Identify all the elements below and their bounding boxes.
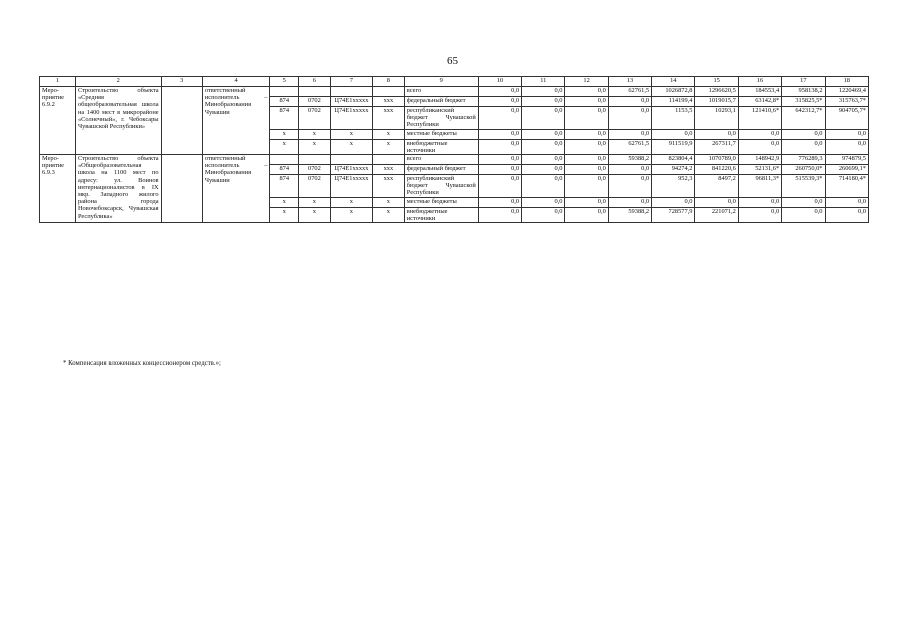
amount-cell: 1153,5 bbox=[652, 107, 695, 130]
amount-cell: 841220,6 bbox=[695, 165, 738, 175]
measure-code: Меро-приятие 6.9.3 bbox=[40, 155, 76, 223]
amount-cell: 0,0 bbox=[565, 107, 608, 130]
budget-code-c8: ххх bbox=[373, 175, 405, 198]
column-number: 4 bbox=[202, 77, 270, 87]
budget-code-c7: Ц74Е1ххххх bbox=[330, 107, 372, 130]
budget-code-c6: 0702 bbox=[299, 97, 331, 107]
amount-cell: 1070789,0 bbox=[695, 155, 738, 165]
amount-cell: 728577,9 bbox=[652, 207, 695, 222]
amount-cell: 0,0 bbox=[738, 139, 781, 154]
funding-source: республиканский бюджет Чувашской Республики bbox=[404, 175, 478, 198]
column-number: 2 bbox=[75, 77, 161, 87]
budget-code-c8: ххх bbox=[373, 165, 405, 175]
amount-cell: 1220469,4 bbox=[825, 87, 868, 97]
amount-cell: 0,0 bbox=[522, 155, 565, 165]
amount-cell: 714180,4* bbox=[825, 175, 868, 198]
budget-code-c7: х bbox=[330, 129, 372, 139]
amount-cell: 0,0 bbox=[522, 97, 565, 107]
amount-cell: 515539,3* bbox=[782, 175, 825, 198]
amount-cell: 94274,2 bbox=[652, 165, 695, 175]
budget-code-c5: 874 bbox=[270, 165, 299, 175]
budget-code-c7 bbox=[330, 87, 372, 97]
amount-cell: 0,0 bbox=[608, 165, 651, 175]
amount-cell: 59388,2 bbox=[608, 155, 651, 165]
amount-cell: 0,0 bbox=[478, 207, 521, 222]
amount-cell: 0,0 bbox=[738, 129, 781, 139]
measure-code: Меро-приятие 6.9.2 bbox=[40, 87, 76, 155]
amount-cell: 0,0 bbox=[478, 197, 521, 207]
amount-cell: 315825,5* bbox=[782, 97, 825, 107]
column-number: 6 bbox=[299, 77, 331, 87]
amount-cell: 776289,3 bbox=[782, 155, 825, 165]
amount-cell: 0,0 bbox=[738, 207, 781, 222]
amount-cell: 0,0 bbox=[652, 197, 695, 207]
budget-code-c8: х bbox=[373, 139, 405, 154]
budget-code-c6: х bbox=[299, 197, 331, 207]
budget-code-c7: х bbox=[330, 139, 372, 154]
amount-cell: 0,0 bbox=[565, 139, 608, 154]
amount-cell: 0,0 bbox=[478, 139, 521, 154]
budget-code-c8 bbox=[373, 87, 405, 97]
measure-name: Строительство объекта «Средняя общеобразовательная школа на 1400 мест в микрорайоне «Солнечный», г. Чебоксары Чувашской Республики» bbox=[75, 87, 161, 155]
column-number: 7 bbox=[330, 77, 372, 87]
funding-source: всего bbox=[404, 155, 478, 165]
budget-code-c5 bbox=[270, 155, 299, 165]
budget-code-c6: 0702 bbox=[299, 175, 331, 198]
amount-cell: 267311,7 bbox=[695, 139, 738, 154]
column-number: 16 bbox=[738, 77, 781, 87]
budget-code-c5: 874 bbox=[270, 175, 299, 198]
amount-cell: 114199,4 bbox=[652, 97, 695, 107]
amount-cell: 121410,6* bbox=[738, 107, 781, 130]
amount-cell: 974879,5 bbox=[825, 155, 868, 165]
amount-cell: 0,0 bbox=[478, 129, 521, 139]
budget-code-c5 bbox=[270, 87, 299, 97]
amount-cell: 0,0 bbox=[695, 129, 738, 139]
budget-code-c5: х bbox=[270, 197, 299, 207]
amount-cell: 62761,5 bbox=[608, 139, 651, 154]
amount-cell: 0,0 bbox=[565, 155, 608, 165]
table-row bbox=[40, 87, 869, 97]
amount-cell: 0,0 bbox=[782, 197, 825, 207]
amount-cell: 0,0 bbox=[565, 207, 608, 222]
amount-cell: 0,0 bbox=[565, 175, 608, 198]
amount-cell: 0,0 bbox=[522, 207, 565, 222]
budget-code-c8: х bbox=[373, 207, 405, 222]
funding-source: внебюджетные источники bbox=[404, 139, 478, 154]
amount-cell: 0,0 bbox=[522, 87, 565, 97]
column-number: 13 bbox=[608, 77, 651, 87]
budget-code-c6: х bbox=[299, 207, 331, 222]
amount-cell: 952,3 bbox=[652, 175, 695, 198]
amount-cell: 1296620,5 bbox=[695, 87, 738, 97]
amount-cell: 911519,9 bbox=[652, 139, 695, 154]
amount-cell: 0,0 bbox=[522, 129, 565, 139]
amount-cell: 0,0 bbox=[782, 207, 825, 222]
amount-cell: 0,0 bbox=[522, 165, 565, 175]
funding-source: республиканский бюджет Чувашской Республики bbox=[404, 107, 478, 130]
responsible-executor: ответственный исполнитель – Минобразования Чувашии bbox=[202, 155, 270, 223]
funding-source: местные бюджеты bbox=[404, 197, 478, 207]
amount-cell: 0,0 bbox=[522, 175, 565, 198]
empty-cell bbox=[161, 155, 202, 223]
amount-cell: 0,0 bbox=[478, 175, 521, 198]
amount-cell: 0,0 bbox=[608, 129, 651, 139]
budget-code-c6: х bbox=[299, 129, 331, 139]
amount-cell: 0,0 bbox=[782, 139, 825, 154]
amount-cell: 0,0 bbox=[608, 197, 651, 207]
column-number: 15 bbox=[695, 77, 738, 87]
amount-cell: 0,0 bbox=[825, 129, 868, 139]
budget-code-c5: х bbox=[270, 139, 299, 154]
amount-cell: 315763,7* bbox=[825, 97, 868, 107]
amount-cell: 0,0 bbox=[825, 207, 868, 222]
measure-name: Строительство объекта «Общеобразовательная школа на 1100 мест по адресу: ул. Воинов интернационалистов в IX мкр. Западного жилого района города Новочебоксарск, Чувашская Республика» bbox=[75, 155, 161, 223]
budget-code-c6: х bbox=[299, 139, 331, 154]
amount-cell: 10293,1 bbox=[695, 107, 738, 130]
amount-cell: 0,0 bbox=[608, 107, 651, 130]
amount-cell: 0,0 bbox=[522, 197, 565, 207]
column-number: 17 bbox=[782, 77, 825, 87]
amount-cell: 0,0 bbox=[608, 175, 651, 198]
budget-code-c7: Ц74Е1ххххх bbox=[330, 97, 372, 107]
amount-cell: 0,0 bbox=[565, 165, 608, 175]
empty-cell bbox=[161, 87, 202, 155]
amount-cell: 0,0 bbox=[565, 197, 608, 207]
amount-cell: 0,0 bbox=[478, 97, 521, 107]
amount-cell: 63142,8* bbox=[738, 97, 781, 107]
responsible-executor: ответственный исполнитель – Минобразования Чувашии bbox=[202, 87, 270, 155]
amount-cell: 0,0 bbox=[478, 165, 521, 175]
budget-code-c5: 874 bbox=[270, 97, 299, 107]
amount-cell: 0,0 bbox=[522, 139, 565, 154]
budget-code-c6: 0702 bbox=[299, 107, 331, 130]
amount-cell: 59388,2 bbox=[608, 207, 651, 222]
amount-cell: 184553,4 bbox=[738, 87, 781, 97]
budget-code-c8: х bbox=[373, 197, 405, 207]
amount-cell: 62761,5 bbox=[608, 87, 651, 97]
amount-cell: 0,0 bbox=[652, 129, 695, 139]
funding-source: внебюджетные источники bbox=[404, 207, 478, 222]
budget-code-c5: х bbox=[270, 207, 299, 222]
header-row bbox=[40, 77, 869, 87]
budget-code-c8: х bbox=[373, 129, 405, 139]
budget-code-c7: Ц74Е1ххххх bbox=[330, 175, 372, 198]
amount-cell: 0,0 bbox=[478, 155, 521, 165]
column-number: 3 bbox=[161, 77, 202, 87]
budget-code-c7 bbox=[330, 155, 372, 165]
funding-source: федеральный бюджет bbox=[404, 165, 478, 175]
amount-cell: 221071,2 bbox=[695, 207, 738, 222]
amount-cell: 260750,0* bbox=[782, 165, 825, 175]
amount-cell: 0,0 bbox=[565, 129, 608, 139]
amount-cell: 0,0 bbox=[825, 197, 868, 207]
amount-cell: 958138,2 bbox=[782, 87, 825, 97]
amount-cell: 96811,3* bbox=[738, 175, 781, 198]
amount-cell: 0,0 bbox=[738, 197, 781, 207]
budget-table bbox=[39, 76, 869, 223]
budget-code-c8: ххх bbox=[373, 97, 405, 107]
amount-cell: 52131,6* bbox=[738, 165, 781, 175]
budget-code-c5: 874 bbox=[270, 107, 299, 130]
budget-code-c6 bbox=[299, 155, 331, 165]
amount-cell: 642312,7* bbox=[782, 107, 825, 130]
amount-cell: 0,0 bbox=[565, 97, 608, 107]
amount-cell: 0,0 bbox=[608, 97, 651, 107]
amount-cell: 904705,7* bbox=[825, 107, 868, 130]
page-number: 65 bbox=[447, 55, 458, 67]
funding-source: федеральный бюджет bbox=[404, 97, 478, 107]
amount-cell: 8497,2 bbox=[695, 175, 738, 198]
amount-cell: 0,0 bbox=[522, 107, 565, 130]
amount-cell: 0,0 bbox=[478, 107, 521, 130]
budget-code-c8 bbox=[373, 155, 405, 165]
amount-cell: 823804,4 bbox=[652, 155, 695, 165]
budget-code-c6: 0702 bbox=[299, 165, 331, 175]
funding-source: местные бюджеты bbox=[404, 129, 478, 139]
column-number: 18 bbox=[825, 77, 868, 87]
amount-cell: 0,0 bbox=[478, 87, 521, 97]
column-number: 10 bbox=[478, 77, 521, 87]
amount-cell: 0,0 bbox=[782, 129, 825, 139]
column-number: 11 bbox=[522, 77, 565, 87]
budget-code-c7: х bbox=[330, 197, 372, 207]
budget-code-c5: х bbox=[270, 129, 299, 139]
amount-cell: 260699,1* bbox=[825, 165, 868, 175]
budget-code-c6 bbox=[299, 87, 331, 97]
column-number: 9 bbox=[404, 77, 478, 87]
budget-code-c8: ххх bbox=[373, 107, 405, 130]
amount-cell: 148942,9 bbox=[738, 155, 781, 165]
amount-cell: 0,0 bbox=[695, 197, 738, 207]
column-number: 14 bbox=[652, 77, 695, 87]
amount-cell: 0,0 bbox=[565, 87, 608, 97]
amount-cell: 1019015,7 bbox=[695, 97, 738, 107]
column-number: 8 bbox=[373, 77, 405, 87]
column-number: 12 bbox=[565, 77, 608, 87]
budget-code-c7: х bbox=[330, 207, 372, 222]
budget-code-c7: Ц74Е1ххххх bbox=[330, 165, 372, 175]
column-number: 1 bbox=[40, 77, 76, 87]
amount-cell: 1026872,8 bbox=[652, 87, 695, 97]
amount-cell: 0,0 bbox=[825, 139, 868, 154]
table-row bbox=[40, 155, 869, 165]
funding-source: всего bbox=[404, 87, 478, 97]
column-number: 5 bbox=[270, 77, 299, 87]
footnote: * Компенсация вложенных концессионером средств.»; bbox=[63, 360, 221, 367]
